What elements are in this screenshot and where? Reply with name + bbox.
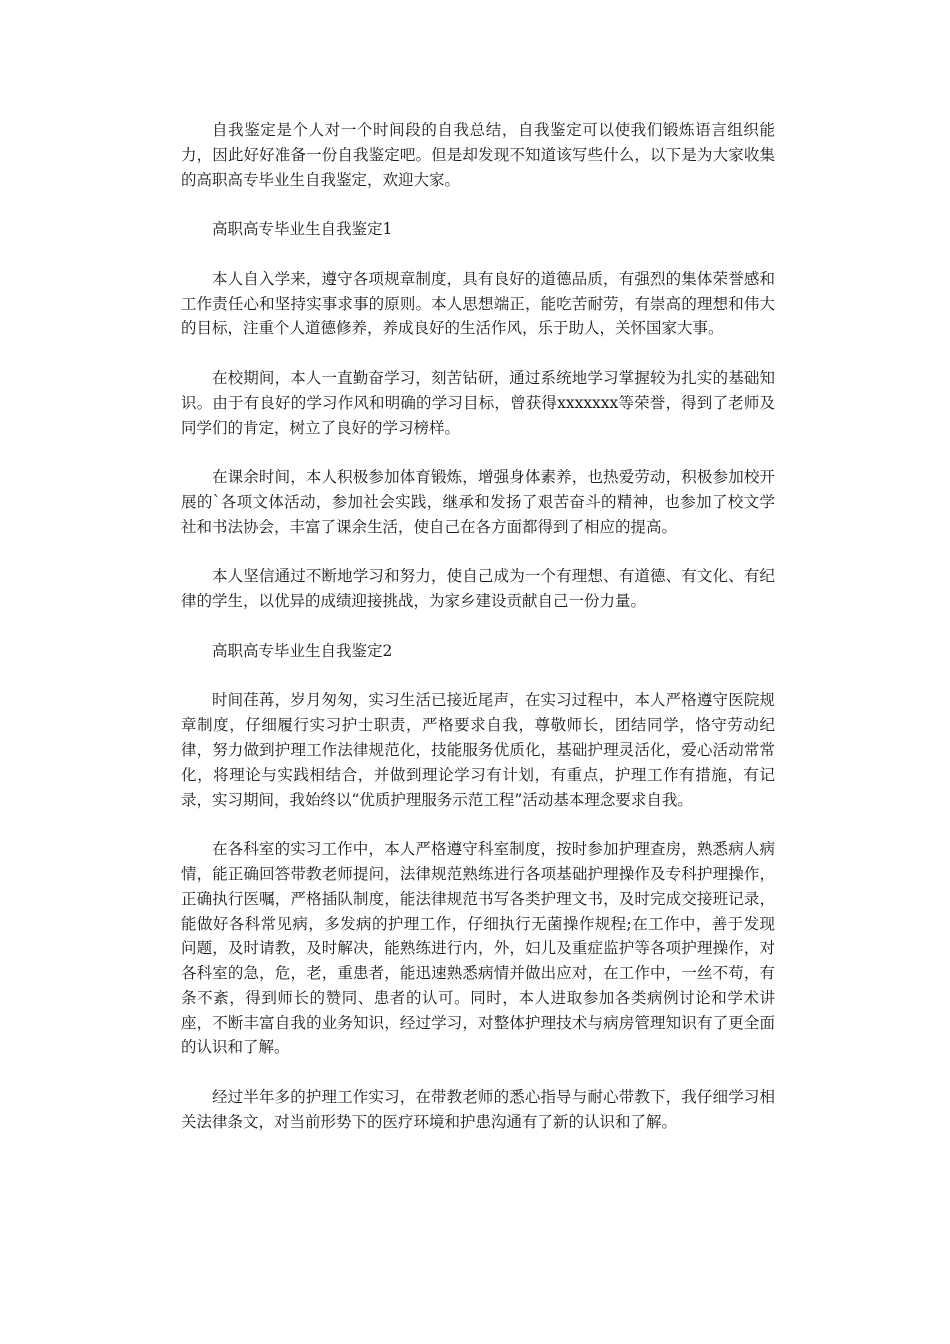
section-2-paragraph-1: 时间荏苒，岁月匆匆，实习生活已接近尾声，在实习过程中，本人严格遵守医院规章制度，仔细履行实习护士职责，严格要求自我，尊敬师长，团结同学，恪守劳动纪律，努力做到护理工作法律规范化，技能服务优质化，基础护理灵活化，爱心活动常常化，将理论与实践相结合，并做到理论学习有计划，有重点，护理工作有措施，有记录，实习期间，我始终以“优质护理服务示范工程”活动基本理念要求自我。 <box>181 691 775 809</box>
section-2-paragraph-2: 在各科室的实习工作中，本人严格遵守科室制度，按时参加护理查房，熟悉病人病情，能正确回答带教老师提问，法律规范熟练进行各项基础护理操作及专科护理操作，正确执行医嘱，严格插队制度，能法律规范书写各类护理文书，及时完成交接班记录，能做好各科常见病，多发病的护理工作，仔细执行无菌操作规程;在工作中，善于发现问题，及时请教，及时解决，能熟练进行内，外，妇儿及重症监护等各项护理操作，对各科室的急，危，老，重患者，能迅速熟悉病情并做出应对，在工作中，一丝不苟，有条不紊，得到师长的赞同、患者的认可。同时，本人进取参加各类病例讨论和学术讲座，不断丰富自我的业务知识，经过学习，对整体护理技术与病房管理知识有了更全面的认识和了解。 <box>181 840 775 1057</box>
section-2-title: 高职高专毕业生自我鉴定2 <box>212 641 393 660</box>
section-2-paragraph-3: 经过半年多的护理工作实习，在带教老师的悉心指导与耐心带教下，我仔细学习相关法律条文，对当前形势下的医疗环境和护患沟通有了新的认识和了解。 <box>181 1088 775 1131</box>
section-1-paragraph-3: 在课余时间，本人积极参加体育锻炼，增强身体素养，也热爱劳动，积极参加校开展的`各项文体活动，参加社会实践，继承和发扬了艰苦奋斗的精神，也参加了校文学社和书法协会，丰富了课余生活，使自己在各方面都得到了相应的提高。 <box>181 468 775 536</box>
intro-paragraph: 自我鉴定是个人对一个时间段的自我总结，自我鉴定可以使我们锻炼语言组织能力，因此好好准备一份自我鉴定吧。但是却发现不知道该写些什么，以下是为大家收集的高职高专毕业生自我鉴定，欢迎大家。 <box>181 121 775 189</box>
document-body <box>181 118 775 1159</box>
section-1-paragraph-4: 本人坚信通过不断地学习和努力，使自己成为一个有理想、有道德、有文化、有纪律的学生，以优异的成绩迎接挑战，为家乡建设贡献自己一份力量。 <box>181 567 775 611</box>
section-1-title: 高职高专毕业生自我鉴定1 <box>212 220 393 239</box>
section-1-paragraph-2: 在校期间，本人一直勤奋学习，刻苦钻研，通过系统地学习掌握较为扎实的基础知识。由于有良好的学习作风和明确的学习目标，曾获得xxxxxxx等荣誉，得到了老师及同学们的肯定，树立了良好的学习榜样。 <box>181 368 775 437</box>
section-1-paragraph-1: 本人自入学来，遵守各项规章制度，具有良好的道德品质，有强烈的集体荣誉感和工作责任心和坚持实事求事的原则。本人思想端正，能吃苦耐劳，有崇高的理想和伟大的目标，注重个人道德修养，养成良好的生活作风，乐于助人，关怀国家大事。 <box>181 269 775 338</box>
